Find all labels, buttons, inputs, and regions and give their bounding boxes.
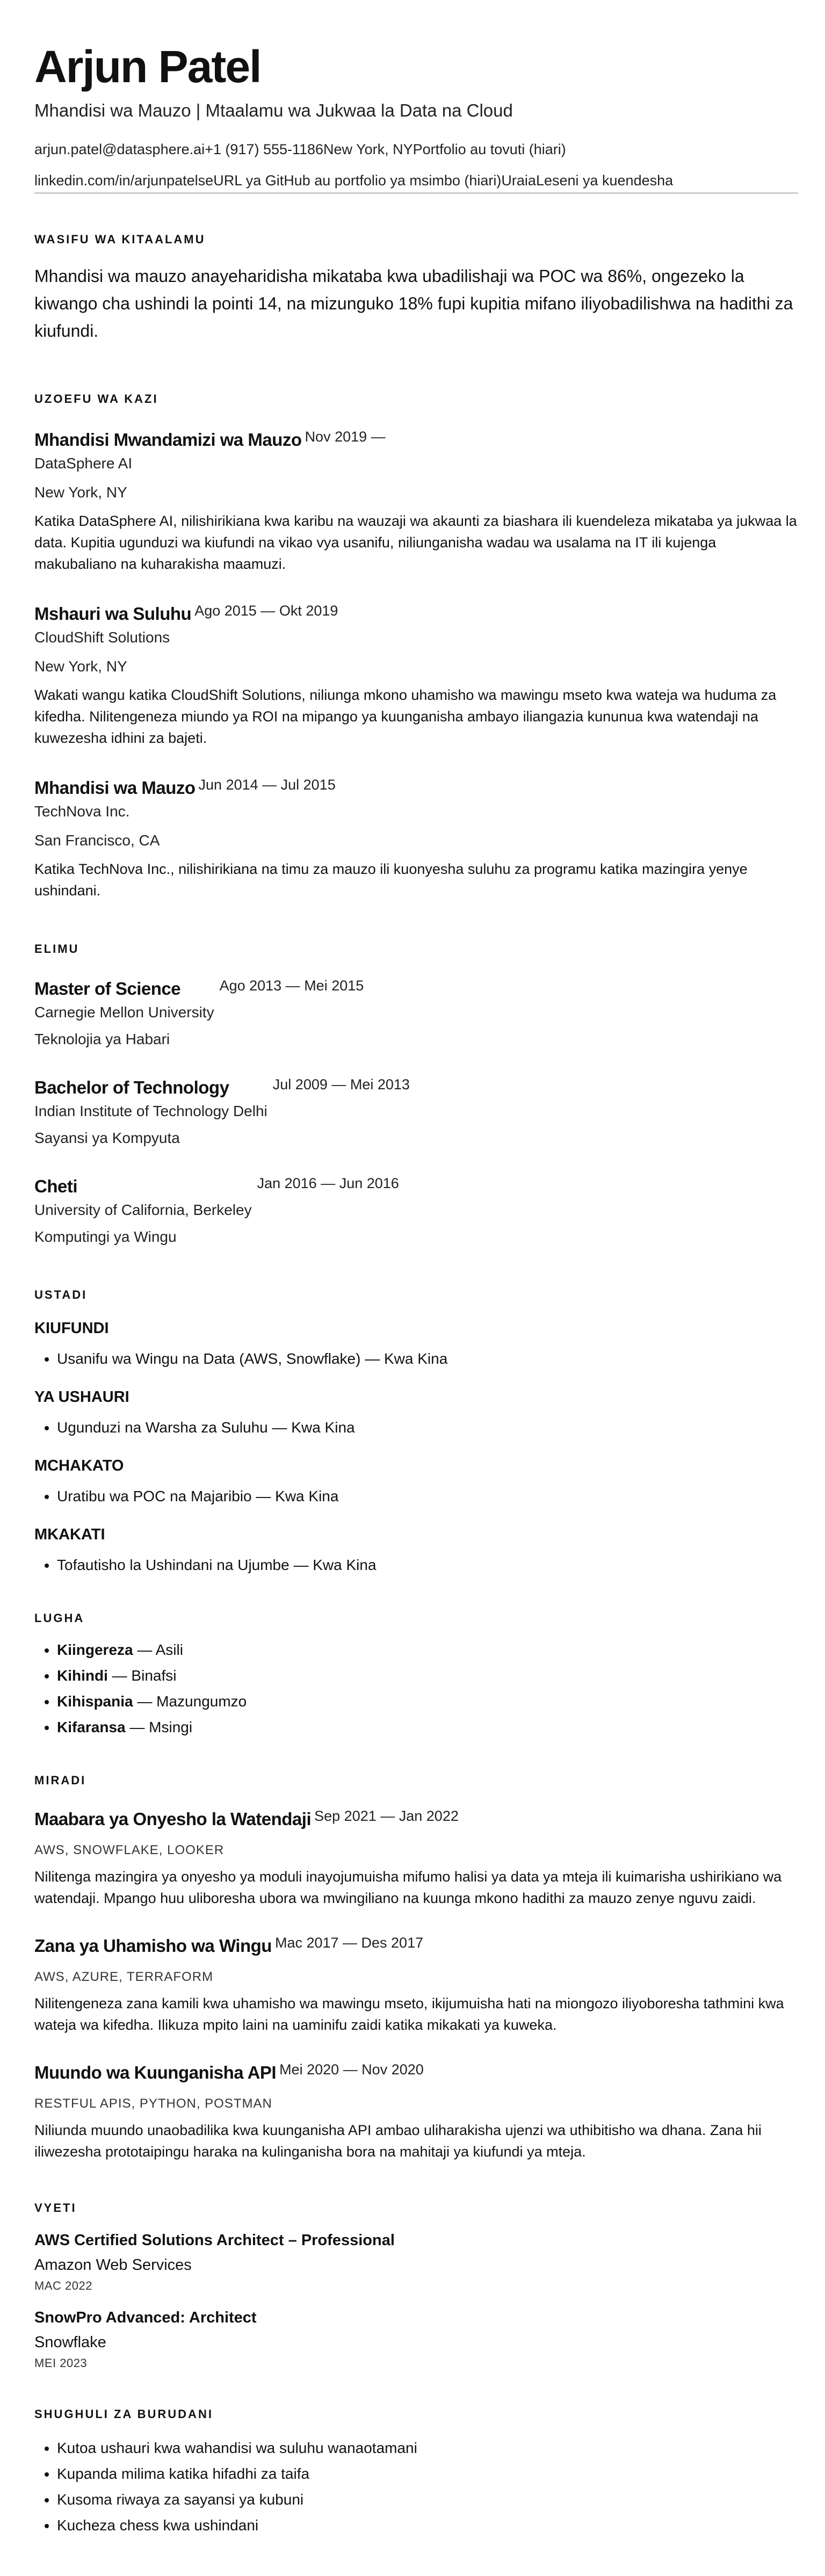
job-location: San Francisco, CA <box>34 832 160 849</box>
projects-section <box>34 1772 798 2162</box>
phone-link[interactable]: +1 (917) 555-1186 <box>205 141 324 157</box>
project-date: Mei 2020 — Nov 2020 <box>279 2061 424 2078</box>
job-company: CloudShift Solutions <box>34 629 170 646</box>
certifications-section <box>34 2200 798 2371</box>
education-item <box>34 1175 798 1247</box>
education-date: Jul 2009 — Mei 2013 <box>272 1076 410 1092</box>
section-heading: VYETI <box>34 2201 77 2215</box>
hobbies-section <box>34 2406 798 2538</box>
skill-group-title: MKAKATI <box>34 1526 105 1543</box>
experience-item <box>34 777 798 901</box>
location-text: New York, NY <box>323 141 413 157</box>
certification-name: SnowPro Advanced: Architect <box>34 2309 257 2326</box>
project-item <box>34 1808 798 1909</box>
degree-title: Cheti <box>34 1176 77 1196</box>
project-date: Mac 2017 — Des 2017 <box>274 1935 424 1951</box>
certification-item <box>34 2230 798 2293</box>
drivers-license-text: Leseni ya kuendesha <box>535 172 674 189</box>
hobby-item: • Kutoa ushauri kwa wahandisi wa suluhu wanaotamani <box>57 2435 798 2461</box>
education-date: Jan 2016 — Jun 2016 <box>257 1175 399 1191</box>
hobby-list <box>34 2435 798 2538</box>
project-tech: AWS, AZURE, TERRAFORM <box>34 1970 214 1984</box>
job-title: Mhandisi Mwandamizi wa Mauzo <box>34 430 302 450</box>
language-level: — Asili <box>133 1641 183 1658</box>
section-heading: MIRADI <box>34 1774 86 1787</box>
degree-title: Master of Science <box>34 979 181 998</box>
job-company: DataSphere AI <box>34 455 133 472</box>
certification-item <box>34 2307 798 2371</box>
field-of-study: Teknolojia ya Habari <box>34 1031 170 1047</box>
job-date: Nov 2019 — <box>305 429 386 445</box>
skill-item: • Tofautisho la Ushindani na Ujumbe — Kwa Kina <box>57 1552 798 1578</box>
certification-issuer: Snowflake <box>34 2334 106 2351</box>
hobby-item: • Kusoma riwaya za sayansi ya kubuni <box>57 2487 798 2513</box>
language-level: — Mazungumzo <box>133 1693 247 1710</box>
job-description: Katika TechNova Inc., nilishirikiana na timu za mauzo ili kuonyesha suluhu za programu katika mazingira yenye ushindani. <box>34 861 748 899</box>
job-title: Mhandisi wa Mauzo <box>34 778 196 798</box>
job-date: Ago 2015 — Okt 2019 <box>194 603 338 619</box>
education-item <box>34 978 798 1050</box>
hobby-item: • Kupanda milima katika hifadhi za taifa <box>57 2461 798 2487</box>
contact-line-2 <box>34 171 798 194</box>
skill-group-title: KIUFUNDI <box>34 1320 109 1337</box>
education-item <box>34 1076 798 1148</box>
language-name: Kihindi <box>57 1667 108 1684</box>
skill-list <box>34 1552 798 1578</box>
section-heading: UZOEFU WA KAZI <box>34 392 158 406</box>
project-item <box>34 1935 798 2036</box>
certification-name: AWS Certified Solutions Architect – Professional <box>34 2232 395 2249</box>
skill-list <box>34 1346 798 1372</box>
section-heading: LUGHA <box>34 1611 85 1625</box>
job-location: New York, NY <box>34 484 127 501</box>
job-company: TechNova Inc. <box>34 803 130 820</box>
linkedin-link[interactable]: linkedin.com/in/arjunpatelse <box>34 172 214 189</box>
languages-section <box>34 1610 798 1740</box>
hobby-item: • Kucheza chess kwa ushindani <box>57 2513 798 2538</box>
field-of-study: Sayansi ya Kompyuta <box>34 1130 180 1146</box>
project-description: Niliunda muundo unaobadilika kwa kuunganisha API ambao uliharakisha ujenzi wa uthibitisho wa dhana. Zana hii iliwezesha prototaipingu haraka na kulinganisha bora na mahitaji ya kiufundi ya mteja. <box>34 2122 762 2160</box>
education-date: Ago 2013 — Mei 2015 <box>219 978 364 994</box>
job-title: Mshauri wa Suluhu <box>34 604 192 624</box>
skill-list <box>34 1415 798 1441</box>
contact-line-1 <box>34 140 798 159</box>
job-date: Jun 2014 — Jul 2015 <box>198 777 336 793</box>
candidate-subtitle: Mhandisi wa Mauzo | Mtaalamu wa Jukwaa la Data na Cloud <box>34 100 513 120</box>
field-of-study: Komputingi ya Wingu <box>34 1228 177 1245</box>
resume-header <box>34 42 798 194</box>
education-section <box>34 941 798 1247</box>
language-level: — Binafsi <box>107 1667 177 1684</box>
skill-list <box>34 1484 798 1509</box>
section-heading: ELIMU <box>34 942 79 956</box>
candidate-name: Arjun Patel <box>34 41 261 92</box>
language-name: Kihispania <box>57 1693 133 1710</box>
project-description: Nilitenga mazingira ya onyesho ya moduli inayojumuisha mifumo halisi ya data ya mteja ili kuimarisha ushirikiano wa watendaji. Mpango huu uliboresha ubora wa mwingiliano na kuunga mkono hadithi za mauzo zenye nguvu zaidi. <box>34 1869 782 1906</box>
language-item <box>57 1689 798 1714</box>
language-item <box>57 1637 798 1663</box>
job-location: New York, NY <box>34 658 127 675</box>
job-description: Katika DataSphere AI, nilishirikiana kwa karibu na wauzaji wa akaunti za biashara ili kuendeleza mikataba ya jukwaa la data. Kupitia ugunduzi wa kiufundi na vikao vya usanifu, niliunganisha wadau wa usalama na IT ili kujenga makubaliano na kuharakisha maamuzi. <box>34 513 797 572</box>
section-heading: SHUGHULI ZA BURUDANI <box>34 2407 213 2421</box>
project-title: Muundo wa Kuunganisha API <box>34 2063 277 2082</box>
section-heading: WASIFU WA KITAALAMU <box>34 233 206 246</box>
portfolio-link[interactable]: Portfolio au tovuti (hiari) <box>412 141 566 157</box>
experience-section <box>34 391 798 901</box>
language-level: — Msingi <box>125 1719 193 1735</box>
project-description: Nilitengeneza zana kamili kwa uhamisho wa mawingu mseto, ikijumuisha hati na miongozo iliyoboresha tathmini kwa wateja wa kifedha. Ilikuza mpito laini na uaminifu zaidi katika mikakati ya kuweka. <box>34 1995 784 2033</box>
experience-item <box>34 429 798 575</box>
school-name: Indian Institute of Technology Delhi <box>34 1103 267 1119</box>
skill-item: • Uratibu wa POC na Majaribio — Kwa Kina <box>57 1484 798 1509</box>
skill-group-title: MCHAKATO <box>34 1457 124 1474</box>
project-title: Maabara ya Onyesho la Watendaji <box>34 1809 312 1829</box>
degree-title: Bachelor of Technology <box>34 1077 229 1097</box>
skill-group-title: YA USHAURI <box>34 1388 129 1406</box>
language-name: Kifaransa <box>57 1719 126 1735</box>
project-title: Zana ya Uhamisho wa Wingu <box>34 1936 272 1956</box>
project-date: Sep 2021 — Jan 2022 <box>314 1808 459 1824</box>
language-item <box>57 1663 798 1689</box>
skill-item: • Usanifu wa Wingu na Data (AWS, Snowflake) — Kwa Kina <box>57 1346 798 1372</box>
email-link[interactable]: arjun.patel@datasphere.ai <box>34 141 205 157</box>
skills-section <box>34 1287 798 1578</box>
section-heading: USTADI <box>34 1288 88 1301</box>
job-description: Wakati wangu katika CloudShift Solutions, niliunga mkono uhamisho wa mawingu mseto kwa wateja wa huduma za kifedha. Nilitengeneza miundo ya ROI na mipango ya kuunganisha ambayo iliangazia kununua kwa watendaji na kuwezesha idhini za bajeti. <box>34 687 777 746</box>
summary-text: Mhandisi wa mauzo anayeharidisha mikataba kwa ubadilishaji wa POC wa 86%, ongezeko la kiwango cha ushindi la pointi 14, na mizunguko 18% fupi kupitia mifano iliyobadilishwa na hadithi za kiufundi. <box>34 266 793 341</box>
school-name: Carnegie Mellon University <box>34 1004 214 1021</box>
language-list <box>34 1637 798 1740</box>
summary-section <box>34 231 798 345</box>
language-name: Kiingereza <box>57 1641 133 1658</box>
project-item <box>34 2061 798 2162</box>
language-item <box>57 1714 798 1740</box>
project-tech: RESTFUL APIS, PYTHON, POSTMAN <box>34 2096 272 2111</box>
project-tech: AWS, SNOWFLAKE, LOOKER <box>34 1843 225 1857</box>
school-name: University of California, Berkeley <box>34 1202 252 1218</box>
github-link[interactable]: URL ya GitHub au portfolio ya msimbo (hiari) <box>213 172 502 189</box>
citizenship-text: Uraia <box>501 172 536 189</box>
certification-date: MEI 2023 <box>34 2356 88 2370</box>
skill-item: • Ugunduzi na Warsha za Suluhu — Kwa Kina <box>57 1415 798 1441</box>
certification-date: MAC 2022 <box>34 2279 92 2292</box>
certification-issuer: Amazon Web Services <box>34 2256 192 2274</box>
experience-item <box>34 603 798 749</box>
